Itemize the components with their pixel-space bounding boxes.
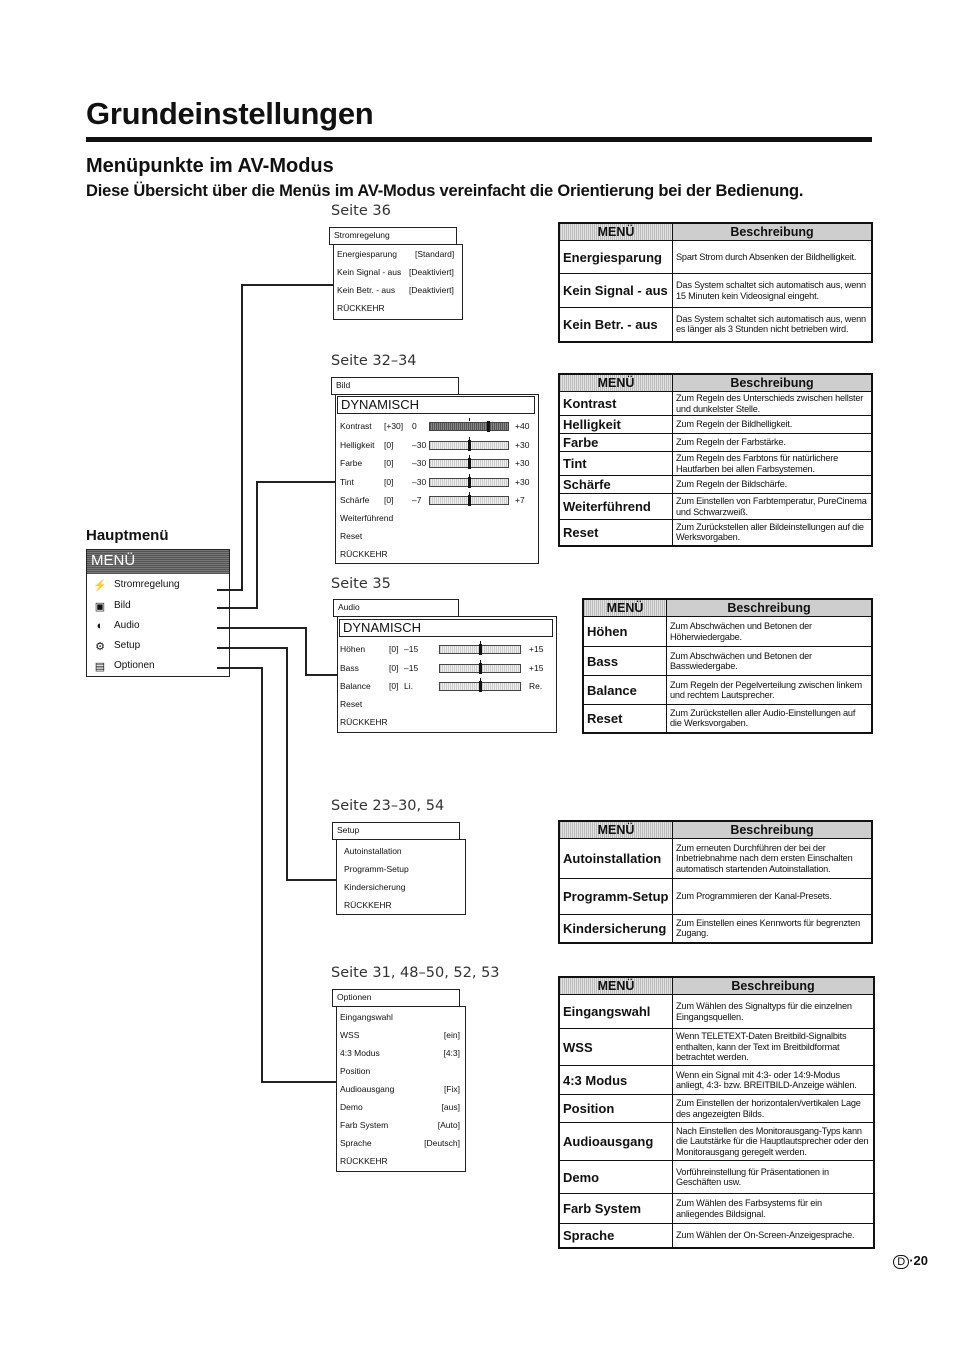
setup-item: Kindersicherung [344,882,406,892]
setup-menu-item: Autoinstallation [559,839,673,879]
strom-row-label: Energiesparung [337,249,398,259]
audio-slider-knob [479,663,482,674]
audio-menu-item: Höhen [583,617,667,647]
intro-text: Diese Übersicht über die Menüs im AV-Modus vereinfacht die Orientierung bei der Bedienung. [86,182,804,200]
table-row [583,617,872,647]
optionen-row-label: Position [340,1066,371,1076]
bild-menu-description: Zum Regeln der Bildhelligkeit. [673,416,873,434]
audio-tab: Audio [333,599,459,617]
optionen-menu-description: Wenn ein Signal mit 4:3- oder 14:9-Modus anliegt, 4:3- bzw. BREITBILD-Anzeige wählen. [673,1066,875,1095]
optionen-menu-item: Farb System [559,1194,673,1224]
bild-menu-description: Zum Regeln des Unterschieds zwischen hellster und dunkelster Stelle. [673,392,873,416]
optionen-row-value: [aus] [441,1102,460,1112]
table-row [559,879,872,915]
bild-menu-item: Weiterführend [559,494,673,520]
strom-row-value: [Standard] [415,249,455,259]
table-row [559,476,872,494]
table-header-menu: MENÜ [583,599,667,617]
audio-slider-min: –15 [404,644,419,654]
audio-slider-label: Balance [340,681,371,691]
optionen-row-label: Farb System [340,1120,389,1130]
power-icon: ⚡ [93,580,107,592]
table-row [559,416,872,434]
audio-slider-max: +15 [529,644,544,654]
bild-menu-item: Tint [559,452,673,476]
strom-menu-description: Das System schaltet sich automatisch aus, wenn 15 Minuten kein Videosignal eingeht. [673,274,873,308]
bild-slider-value: [+30] [384,421,404,431]
bild-slider-min: –7 [412,495,422,505]
bild-menu-description: Zum Regeln der Bildschärfe. [673,476,873,494]
audio-menu-description: Zum Zurückstellen aller Audio-Einstellungen auf die Werksvorgaben. [667,705,873,733]
bild-slider-min: –30 [412,476,427,487]
audio-slider-max: Re. [529,681,543,691]
optionen-row-label: Demo [340,1102,363,1112]
audio-mode: DYNAMISCH [339,619,553,637]
bild-slider-min: 0 [412,421,417,431]
page-ref-bild: Seite 32–34 [331,353,417,369]
setup-item: Autoinstallation [344,846,402,856]
audio-screen [333,599,555,732]
optionen-menu-description: Vorführeinstellung für Präsentationen in Geschäften usw. [673,1161,875,1194]
strom-row-value: [Deaktiviert] [409,267,454,277]
optionen-menu-description: Zum Wählen des Farbsystems für ein anliegendes Bildsignal. [673,1194,875,1224]
optionen-row-value: [ein] [443,1030,460,1040]
optionen-menu-description: Zum Einstellen der horizontalen/vertikalen Lage des angezeigten Bilds. [673,1095,875,1123]
bild-slider-knob [468,440,471,451]
main-menu-item-audio[interactable]: Audio [114,620,140,631]
bild-slider-max: +40 [515,421,530,431]
table-row [559,1161,874,1194]
optionen-screen [332,989,464,1171]
audio-slider-min: Li. [404,681,413,691]
optionen-menu-item: 4:3 Modus [559,1066,673,1095]
bild-slider-knob [468,495,471,506]
table-header-menu: MENÜ [559,374,673,392]
main-menu [86,549,230,677]
bild-slider-knob [468,477,471,488]
table-header-menu: MENÜ [559,977,673,995]
table-row [559,520,872,546]
page-ref-setup: Seite 23–30, 54 [331,798,445,814]
bild-back: RÜCKKEHR [340,549,388,559]
table-header-menu: MENÜ [559,821,673,839]
setup-screen [332,822,464,914]
table-row [559,241,872,274]
bild-menu-item: Schärfe [559,476,673,494]
bild-extra-item: Reset [340,531,363,541]
audio-slider-min: –15 [404,662,419,673]
optionen-menu-item: WSS [559,1029,673,1066]
table-row [583,705,872,733]
bild-tab: Bild [331,377,459,395]
bild-slider-value: [0] [384,476,394,487]
audio-menu-item: Reset [583,705,667,733]
audio-menu-description: Zum Abschwächen und Betonen der Höherwiedergabe. [667,617,873,647]
bild-slider-center-tick [469,418,470,421]
audio-slider-label: Höhen [340,644,366,654]
optionen-row-value: [4:3] [443,1048,460,1058]
table-row [583,676,872,705]
bild-screen [331,377,537,563]
main-menu-item-optionen[interactable]: Optionen [114,660,155,671]
table-header-desc: Beschreibung [673,977,875,995]
title-rule [86,137,872,142]
bild-slider-knob [487,421,490,432]
optionen-row-value: [Deutsch] [424,1138,460,1148]
table-row [559,274,872,308]
bild-menu-description: Zum Regeln der Farbstärke. [673,434,873,452]
bild-slider-label: Helligkeit [340,439,375,450]
page-ref-strom: Seite 36 [331,203,391,219]
bild-slider-min: –30 [412,458,427,468]
strom-menu-item: Kein Betr. - aus [559,308,673,342]
bild-slider-label: Kontrast [340,421,372,431]
section-title: Menüpunkte im AV-Modus [86,155,334,177]
page-ref-optionen: Seite 31, 48–50, 52, 53 [331,965,500,981]
setup-menu-item: Kindersicherung [559,915,673,943]
bild-menu-item: Farbe [559,434,673,452]
audio-slider-value: [0] [389,662,399,673]
options-icon: ▤ [94,661,106,673]
optionen-menu-description: Zum Wählen des Signaltyps für die einzelnen Eingangsquellen. [673,995,875,1029]
setup-menu-description: Zum Einstellen eines Kennworts für begrenzten Zugang. [673,915,873,943]
optionen-row-label: Eingangswahl [340,1012,393,1022]
table-row [583,647,872,676]
table-row [559,452,872,476]
optionen-menu-item: Demo [559,1161,673,1194]
bild-menu-description: Zum Einstellen von Farbtemperatur, PureCinema und Schwarzweiß. [673,494,873,520]
table-row [559,494,872,520]
strom-menu-description: Das System schaltet sich automatisch aus, wenn es länger als 3 Stunden nicht betrieben wird. [673,308,873,342]
optionen-menu-description: Zum Wählen der On-Screen-Anzeigesprache. [673,1224,875,1248]
strom-row-label: Kein Signal - aus [337,267,402,277]
bild-slider-label: Farbe [340,458,363,468]
page-number: D ·20 [893,1253,928,1269]
region-badge: D [893,1255,909,1269]
main-menu-item-setup[interactable]: Setup [114,640,141,651]
strom-screen [329,227,463,319]
bild-mode: DYNAMISCH [337,396,535,414]
setup-icon: ⚙ [95,641,105,653]
optionen-menu-item: Audioausgang [559,1123,673,1161]
setup-description-table [558,820,873,944]
setup-tab: Setup [332,822,460,840]
bild-menu-item: Reset [559,520,673,546]
audio-slider-label: Bass [340,662,359,673]
optionen-row-value: [Fix] [443,1084,460,1094]
audio-menu-item: Bass [583,647,667,676]
picture-icon: ▣ [94,601,106,613]
table-row [559,1029,874,1066]
bild-slider-label: Tint [340,476,354,487]
strom-description-table [558,222,873,343]
optionen-menu-description: Nach Einstellen des Monitorausgang-Typs kann die Lautstärke für die Hauptlautsprecher oder den Monitorausgang geregelt werden. [673,1123,875,1161]
bild-description-table [558,373,873,547]
bild-slider-value: [0] [384,439,394,450]
bild-slider-max: +7 [515,495,525,505]
table-row [559,308,872,342]
optionen-menu-item: Eingangswahl [559,995,673,1029]
table-row [559,839,872,879]
optionen-menu-item: Sprache [559,1224,673,1248]
table-row [559,434,872,452]
bild-menu-description: Zum Zurückstellen aller Bildeinstellungen auf die Werksvorgaben. [673,520,873,546]
table-header-desc: Beschreibung [673,223,873,241]
strom-back: RÜCKKEHR [337,303,385,313]
table-row [559,915,872,943]
table-header-desc: Beschreibung [667,599,873,617]
bild-slider-min: –30 [412,439,427,450]
table-row [559,1194,874,1224]
optionen-row-label: RÜCKKEHR [340,1156,388,1166]
audio-slider-value: [0] [389,681,399,691]
optionen-row-label: WSS [340,1030,360,1040]
bild-slider-value: [0] [384,458,394,468]
bild-slider-bar [429,422,509,431]
bild-slider-bar [429,478,509,487]
table-row [559,392,872,416]
audio-menu-description: Zum Regeln der Pegelverteilung zwischen linkem und rechtem Lautsprecher. [667,676,873,705]
setup-menu-description: Zum erneuten Durchführen der bei der Inbetriebnahme nach dem ersten Einschalten automatisch startenden Autoinstallation. [673,839,873,879]
audio-slider-knob [479,644,482,655]
strom-menu-description: Spart Strom durch Absenken der Bildhelligkeit. [673,241,873,274]
optionen-menu-description: Wenn TELETEXT-Daten Breitbild-Signalbits enthalten, kann der Text im Breitbildformat betrachtet werden. [673,1029,875,1066]
bild-slider-bar [429,459,509,468]
optionen-description-table [558,976,875,1249]
audio-slider-bar [439,645,521,654]
bild-slider-value: [0] [384,495,394,505]
audio-slider-max: +15 [529,662,544,673]
page-number-value: 20 [913,1253,928,1268]
audio-slider-bar [439,664,521,673]
bild-menu-item: Kontrast [559,392,673,416]
main-menu-header: MENÜ [87,550,229,574]
main-menu-item-bild[interactable]: Bild [114,600,131,611]
optionen-row-label: Audioausgang [340,1084,395,1094]
optionen-row-label: 4:3 Modus [340,1048,380,1058]
bild-slider-label: Schärfe [340,495,370,505]
table-row [559,995,874,1029]
setup-menu-description: Zum Programmieren der Kanal-Presets. [673,879,873,915]
table-row [559,1066,874,1095]
bild-slider-bar [429,441,509,450]
strom-row-label: Kein Betr. - aus [337,285,396,295]
bild-slider-knob [468,458,471,469]
table-header-menu: MENÜ [559,223,673,241]
audio-slider-bar [439,682,521,691]
optionen-row-value: [Auto] [437,1120,460,1130]
strom-tab: Stromregelung [329,227,457,245]
audio-icon: ◐ [96,620,104,632]
audio-slider-knob [479,681,482,692]
table-row [559,1095,874,1123]
setup-back: RÜCKKEHR [344,900,392,910]
setup-menu-item: Programm-Setup [559,879,673,915]
optionen-row-label: Sprache [340,1138,372,1148]
strom-menu-item: Energiesparung [559,241,673,274]
table-header-desc: Beschreibung [673,821,873,839]
audio-back: RÜCKKEHR [340,717,388,727]
audio-description-table [582,598,873,734]
page-title: Grundeinstellungen [86,96,374,131]
optionen-menu-item: Position [559,1095,673,1123]
optionen-tab: Optionen [332,989,460,1007]
bild-extra-item: Weiterführend [340,513,394,523]
bild-slider-max: +30 [515,439,530,450]
bild-slider-max: +30 [515,476,530,487]
audio-slider-value: [0] [389,644,399,654]
audio-extra-item: Reset [340,699,363,709]
table-row [559,1224,874,1248]
bild-slider-max: +30 [515,458,530,468]
bild-menu-item: Helligkeit [559,416,673,434]
audio-menu-item: Balance [583,676,667,705]
strom-menu-item: Kein Signal - aus [559,274,673,308]
strom-row-value: [Deaktiviert] [409,285,454,295]
page-ref-audio: Seite 35 [331,576,391,592]
table-header-desc: Beschreibung [673,374,873,392]
table-row [559,1123,874,1161]
audio-menu-description: Zum Abschwächen und Betonen der Basswiedergabe. [667,647,873,676]
main-menu-heading: Hauptmenü [86,527,169,544]
main-menu-item-stromregelung[interactable]: Stromregelung [114,579,180,590]
bild-menu-description: Zum Regeln des Farbtons für natürlichere Hautfarben bei allen Farbsystemen. [673,452,873,476]
setup-item: Programm-Setup [344,864,409,874]
bild-slider-bar [429,496,509,505]
